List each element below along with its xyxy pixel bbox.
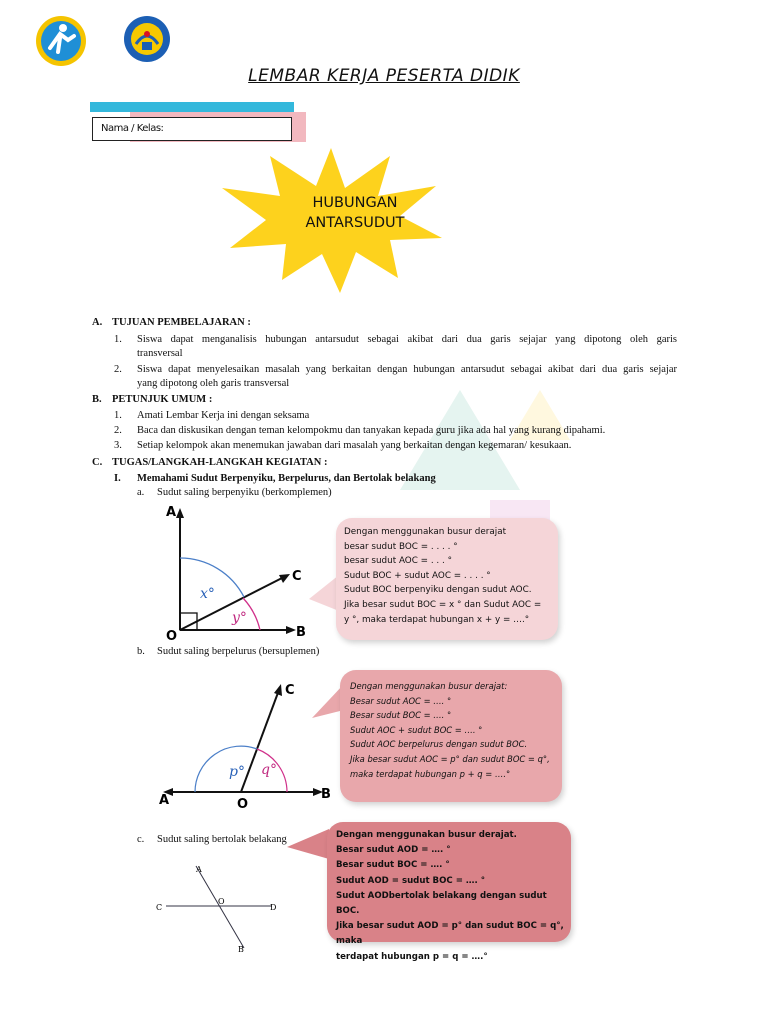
label-c: C (285, 683, 295, 698)
subsection-number: I. (114, 473, 121, 484)
label-d: D (270, 903, 277, 912)
worksheet-title: LEMBAR KERJA PESERTA DIDIK (248, 66, 520, 86)
bubble-c-text: Dengan menggunakan busur derajat. Besar sudut AOD = …. ° Besar sudut BOC = …. ° Sudut AOD = sudut BOC = …. ° Sudut AODbertolak belakang dengan sudut BOC. Jika besar sudut AOD = p° dan sudut BOC = q°, maka terdapat hubungan p = q = ….° (336, 830, 564, 962)
angle-x-label: x° (200, 586, 215, 602)
complementary-angle-diagram (160, 500, 320, 642)
label-a: A (166, 505, 177, 520)
label-a: A (196, 865, 202, 874)
section-c-letter: C. (92, 457, 103, 468)
angle-y-label: y° (232, 610, 247, 626)
label-b: B (296, 625, 306, 640)
bubble-b-text: Dengan menggunakan busur derajat: Besar sudut AOC = …. ° Besar sudut BOC = …. ° Sudut AOC + sudut BOC = …. ° Sudut AOC berpelurus dengan sudut BOC. Jika besar sudut AOC = p° dan sudut BOC = q°, maka terdapat hubungan p + q = ….° (350, 681, 550, 779)
objective-item-cont: transversal (137, 348, 183, 359)
section-b-heading: PETUNJUK UMUM : (112, 394, 213, 405)
vertical-angle-diagram (152, 860, 282, 955)
section-a-heading: TUJUAN PEMBELAJARAN : (112, 317, 251, 328)
part-a-label: Sudut saling berpenyiku (berkomplemen) (157, 487, 332, 498)
list-number: 2. (114, 364, 122, 375)
subsection-heading: Memahami Sudut Berpenyiku, Berpelurus, dan Bertolak belakang (137, 473, 436, 484)
list-number: 3. (114, 440, 122, 451)
label-o: O (218, 897, 225, 906)
part-letter: c. (137, 834, 145, 845)
section-a-letter: A. (92, 317, 103, 328)
supplementary-angle-diagram (155, 676, 335, 812)
part-c-label: Sudut saling bertolak belakang (157, 834, 287, 845)
topic-title: HUBUNGAN ANTARSUDUT (305, 195, 405, 231)
objective-item: Siswa dapat menyelesaikan masalah yang berkaitan dengan hubungan antarsudut sebagai akibat dari dua garis sejajar (137, 364, 677, 375)
bubble-a-text: Dengan menggunakan busur derajat besar sudut BOC = . . . . ° besar sudut AOC = . . . ° Sudut BOC + sudut AOC = . . . . ° Sudut BOC berpenyiku dengan sudut AOC. Jika besar sudut BOC = x ° dan Sudut AOC = y °, maka terdapat hubungan x + y = ….° (344, 527, 542, 625)
list-number: 1. (114, 334, 122, 345)
label-a: A (159, 793, 170, 808)
name-class-field[interactable]: Nama / Kelas: (92, 117, 292, 141)
label-c: C (292, 569, 302, 584)
label-b: B (321, 787, 331, 802)
part-letter: a. (137, 487, 145, 498)
instruction-item: Baca dan diskusikan dengan teman kelompokmu dan tanyakan kepada guru jika ada hal yang kurang dipahami. (137, 425, 606, 436)
ministry-emblem-icon (122, 14, 172, 64)
part-letter: b. (137, 646, 145, 657)
section-c-heading: TUGAS/LANGKAH-LANGKAH KEGIATAN : (112, 457, 328, 468)
school-logo-icon (34, 14, 88, 68)
angle-q-label: q° (261, 762, 277, 778)
label-o: O (237, 797, 249, 812)
instruction-item: Amati Lembar Kerja ini dengan seksama (137, 410, 310, 421)
section-b-letter: B. (92, 394, 102, 405)
decor-bar (90, 102, 294, 112)
bubble-pointer (285, 825, 333, 865)
label-o: O (166, 629, 178, 642)
list-number: 1. (114, 410, 122, 421)
objective-item: Siswa dapat menganalisis hubungan antarsudut sebagai akibat dari dua garis sejajar yang dipotong oleh garis (137, 334, 677, 345)
instruction-item: Setiap kelompok akan menemukan jawaban dari masalah yang berkaitan dengan kegemaran/ kesukaan. (137, 440, 572, 451)
label-b: B (238, 945, 244, 954)
list-number: 2. (114, 425, 122, 436)
label-c: C (156, 903, 163, 912)
angle-p-label: p° (229, 764, 245, 780)
objective-item-cont: yang dipotong oleh garis transversal (137, 378, 290, 389)
part-b-label: Sudut saling berpelurus (bersuplemen) (157, 646, 320, 657)
